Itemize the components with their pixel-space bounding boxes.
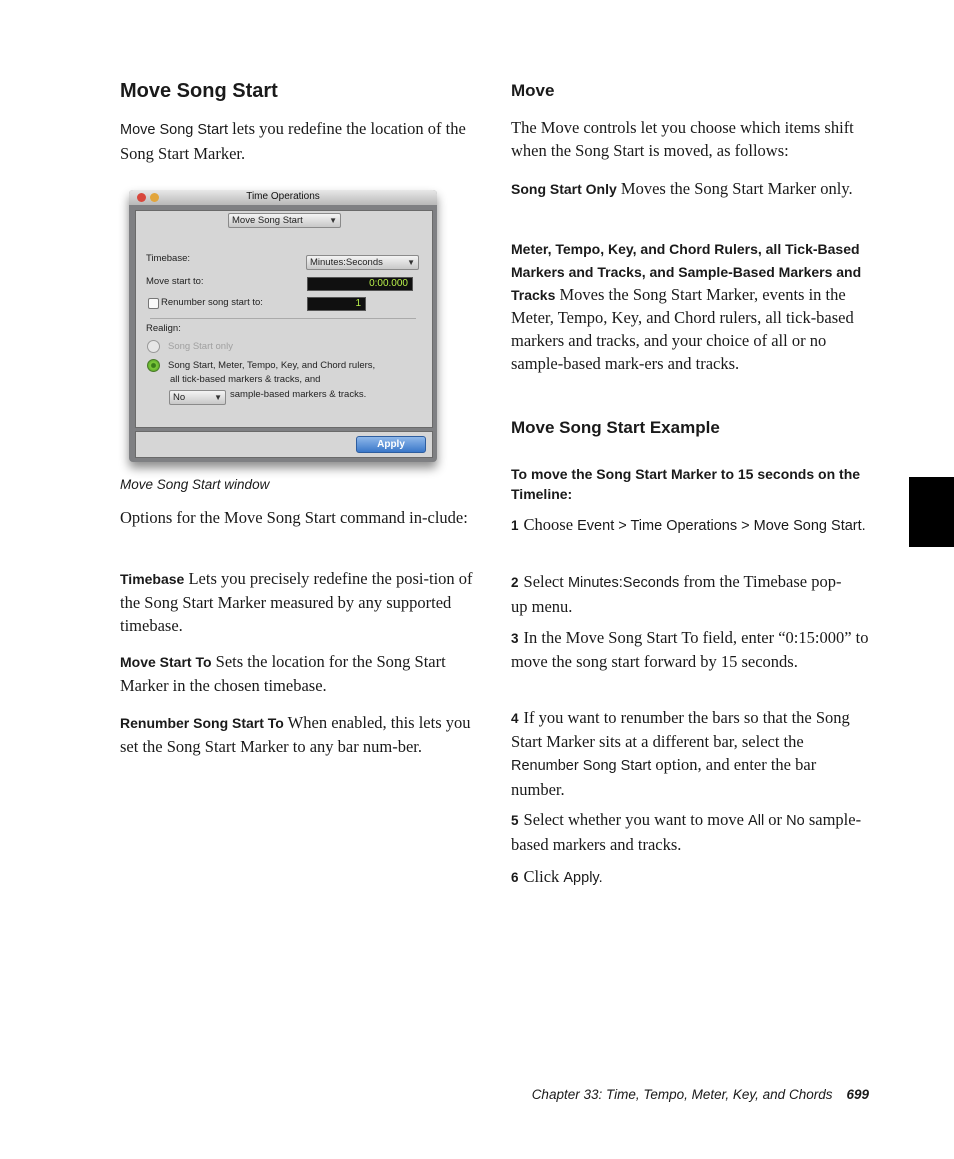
move-start-label: Move start to: bbox=[146, 276, 204, 287]
procedure-title: To move the Song Start Marker to 15 seconds on the Timeline: bbox=[511, 466, 861, 502]
def-term-song-start-only: Song Start Only bbox=[511, 181, 617, 197]
def-timebase bbox=[120, 567, 475, 637]
mode-popup[interactable] bbox=[228, 213, 341, 228]
section-heading-move-song-start: Move Song Start bbox=[120, 80, 278, 102]
step-text: . bbox=[861, 518, 866, 534]
page-number: 699 bbox=[846, 1087, 869, 1102]
step-3 bbox=[511, 626, 871, 673]
step-text: option, and enter the bar number. bbox=[511, 755, 817, 799]
step-ui-term: No bbox=[786, 813, 805, 829]
chevron-down-icon: ▼ bbox=[407, 258, 415, 267]
def-song-start-only bbox=[511, 177, 856, 201]
step-text: sample-based markers and tracks. bbox=[511, 810, 862, 854]
def-text-renumber: When enabled, this lets you set the Song Start Marker to any bar num-ber. bbox=[120, 713, 471, 756]
move-start-field[interactable]: 0:00.000 bbox=[307, 277, 413, 291]
intro-paragraph bbox=[120, 117, 480, 165]
step-2 bbox=[511, 570, 856, 618]
mode-popup-label: Move Song Start bbox=[232, 215, 303, 226]
divider bbox=[150, 318, 416, 319]
step-number: 2 bbox=[511, 575, 519, 590]
def-meter-tempo bbox=[511, 237, 871, 375]
step-text: Select bbox=[523, 572, 568, 591]
window-titlebar bbox=[129, 190, 437, 205]
step-ui-term: Renumber Song Start bbox=[511, 758, 652, 774]
song-start-only-radio[interactable] bbox=[147, 340, 160, 353]
step-ui-term: Event > Time Operations > Move Song Start bbox=[577, 518, 862, 534]
chapter-thumb-tab bbox=[909, 477, 954, 547]
renumber-checkbox[interactable] bbox=[148, 298, 159, 309]
step-text: Select whether you want to move bbox=[523, 810, 749, 829]
apply-button[interactable]: Apply bbox=[356, 436, 426, 453]
renumber-label: Renumber song start to: bbox=[161, 297, 263, 308]
def-term-renumber: Renumber Song Start To bbox=[120, 715, 284, 731]
step-1 bbox=[511, 513, 871, 538]
step-ui-term: Apply bbox=[563, 870, 599, 886]
def-renumber bbox=[120, 711, 480, 758]
step-text: In the Move Song Start To field, enter “0:15:000” to move the song start forward by 15 seconds. bbox=[511, 628, 869, 671]
def-text-move-start-to: Sets the location for the Song Start Marker in the chosen timebase. bbox=[120, 652, 446, 695]
song-start-only-label: Song Start only bbox=[168, 341, 233, 352]
realign-all-label-line2: all tick-based markers & tracks, and bbox=[170, 374, 321, 385]
page-footer bbox=[532, 1087, 869, 1102]
intro-ui-term: Move Song Start bbox=[120, 122, 228, 138]
sample-based-popup-value: No bbox=[173, 392, 186, 403]
def-text-song-start-only: Moves the Song Start Marker only. bbox=[616, 179, 853, 198]
step-5 bbox=[511, 808, 871, 856]
timebase-label: Timebase: bbox=[146, 253, 190, 264]
step-text: If you want to renumber the bars so that the Song Start Marker sits at a different bar, select the bbox=[511, 708, 850, 751]
realign-all-label-line1: Song Start, Meter, Tempo, Key, and Chord rulers, bbox=[168, 360, 376, 371]
section-heading-move: Move bbox=[511, 81, 555, 100]
def-text-timebase: Lets you precisely redefine the posi-tion of the Song Start Marker measured by any supported timebase. bbox=[120, 569, 473, 635]
step-4 bbox=[511, 706, 871, 801]
def-term-timebase: Timebase bbox=[120, 571, 185, 587]
chevron-down-icon: ▼ bbox=[329, 216, 337, 225]
step-text: . bbox=[598, 870, 603, 886]
def-text-meter-tempo: Moves the Song Start Marker, events in the Meter, Tempo, Key, and Chord rulers, all tick-based markers and tracks, and your choice of all or no sample-based mark-ers and tracks. bbox=[511, 285, 854, 373]
step-number: 1 bbox=[511, 518, 519, 533]
window-title: Time Operations bbox=[246, 191, 320, 202]
footer-chapter: Chapter 33: Time, Tempo, Meter, Key, and Chords bbox=[531, 1087, 833, 1102]
intro-text: lets you redefine the location of the Song Start Marker. bbox=[120, 119, 466, 163]
dialog-panel bbox=[135, 210, 433, 428]
sample-based-popup[interactable] bbox=[169, 390, 226, 405]
def-move-start-to bbox=[120, 650, 460, 697]
sample-based-label: sample-based markers & tracks. bbox=[230, 389, 367, 400]
def-term-move-start-to: Move Start To bbox=[120, 654, 212, 670]
timebase-popup[interactable] bbox=[306, 255, 419, 270]
step-number: 6 bbox=[511, 870, 519, 885]
step-text: Choose bbox=[523, 515, 578, 534]
move-intro: The Move controls let you choose which items shift when the Song Start is moved, as follows: bbox=[511, 118, 854, 160]
realign-label: Realign: bbox=[146, 323, 181, 334]
options-intro: Options for the Move Song Start command in-clude: bbox=[120, 508, 468, 527]
step-number: 4 bbox=[511, 711, 519, 726]
renumber-field[interactable]: 1 bbox=[307, 297, 366, 311]
step-6 bbox=[511, 865, 871, 890]
chevron-down-icon: ▼ bbox=[214, 393, 222, 402]
step-ui-term: Minutes:Seconds bbox=[567, 575, 680, 591]
section-heading-example: Move Song Start Example bbox=[511, 418, 720, 437]
time-operations-window bbox=[129, 190, 437, 462]
figure-caption: Move Song Start window bbox=[120, 477, 270, 492]
step-number: 5 bbox=[511, 813, 519, 828]
def-term-meter-tempo: Meter, Tempo, Key, and Chord Rulers, all Tick-Based Markers and Tracks, and Sample-Based Markers and Tracks bbox=[511, 241, 862, 303]
step-ui-term: All bbox=[748, 813, 765, 829]
realign-all-radio[interactable] bbox=[147, 359, 160, 372]
dialog-button-bar bbox=[135, 431, 433, 458]
step-text: or bbox=[764, 810, 787, 829]
step-text: from the Timebase pop-up menu. bbox=[511, 572, 842, 616]
step-text: Click bbox=[523, 867, 564, 886]
step-number: 3 bbox=[511, 631, 519, 646]
timebase-popup-value: Minutes:Seconds bbox=[310, 257, 383, 268]
